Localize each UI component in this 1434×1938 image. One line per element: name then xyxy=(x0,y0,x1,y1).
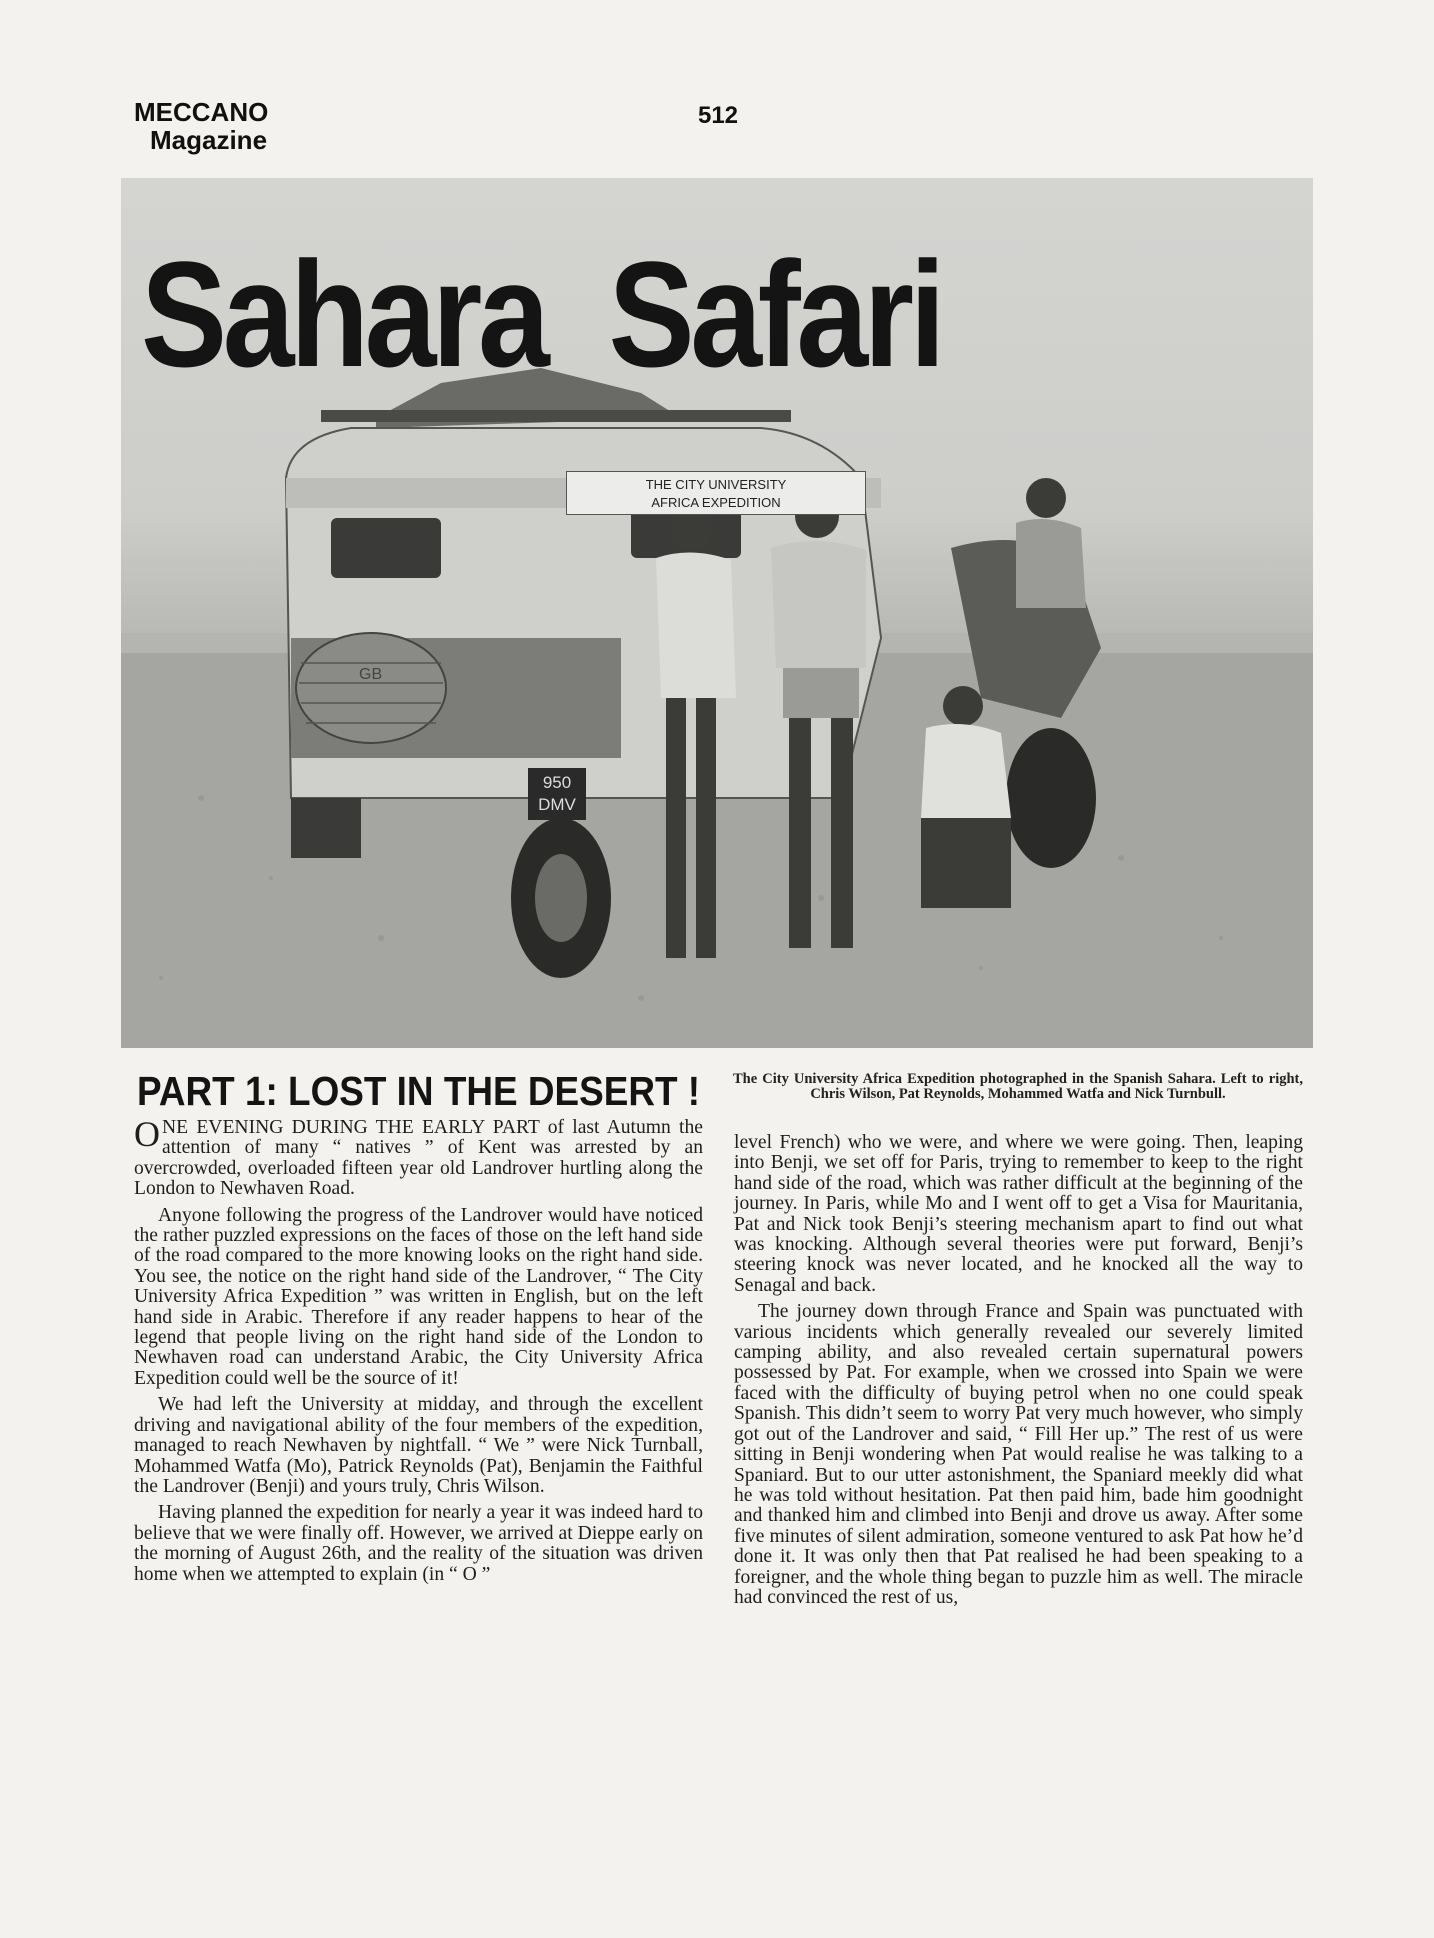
plate-line2: DMV xyxy=(538,795,576,814)
paragraph-6: The journey down through France and Spain was punctuated with various incidents which generally revealed our severely limited camping ability, and also revealed certain supernatural powers possessed by Pat. For example, when we crossed into Spain we were faced with the difficulty of buying petrol when no one could speak Spanish. This didn’t seem to worry Pat very much however, who simply got out of the Landrover and said, “ Fill Her up.” The rest of us were sitting in Benji wondering when Pat would realise he was talking to a Spaniard. But to our utter astonishment, the Spaniard meekly did what he was told without hesitation. Pat then paid him, bade him goodnight and thanked him and climbed into Benji and drove us away. After some five minutes of silent admiration, someone ventured to ask Pat how he’d done it. It was only then that Pat realised he had been speaking to a foreigner, and the whole thing began to puzzle him as well. The miracle had convinced the rest of us, xyxy=(734,1301,1303,1608)
paragraph-4: Having planned the expedition for nearly a year it was indeed hard to believe that we were finally off. However, we arrived at Dieppe early on the morning of August 26th, and the reality of the situation was driven home when we attempted to explain (in “ O ” xyxy=(134,1502,703,1585)
gb-badge: GB xyxy=(359,666,383,683)
plate-line1: 950 xyxy=(542,773,572,792)
paragraph-1 xyxy=(134,1114,703,1200)
sign-line1: THE CITY UNIVERSITY xyxy=(645,477,787,492)
number-plate xyxy=(528,768,586,820)
magazine-masthead xyxy=(134,98,268,154)
paragraph-3: We had left the University at midday, and through the excellent driving and navigational ability of the four members of the expedition, managed to reach Newhaven by nightfall. “ We ” were Nick Turnball, Mohammed Watfa (Mo), Patrick Reynolds (Pat), Benjamin the Faithful the Landrover (Benji) and yours truly, Chris Wilson. xyxy=(134,1394,703,1497)
article-column-left xyxy=(134,1114,703,1585)
photo-caption: The City University Africa Expedition photographed in the Spanish Sahara. Left to right, Chris Wilson, Pat Reynolds, Mohammed Watfa and Nick Turnbull. xyxy=(733,1071,1303,1102)
sign-line2: AFRICA EXPEDITION xyxy=(651,495,781,510)
paragraph-2: Anyone following the progress of the Landrover would have noticed the rather puzzled expressions on the faces of those on the left hand side of the road compared to the more knowing looks on the right hand side. You see, the notice on the right hand side of the Landrover, “ The City University Africa Expedition ” was written in English, but on the left hand side in Arabic. Therefore if any reader happens to hear of the legend that people living on the right hand side of the London to Newhaven road can understand Arabic, the City University Africa Expedition could well be the source of it! xyxy=(134,1204,703,1389)
expedition-sign xyxy=(566,471,866,515)
article-headline: Sahara Safari xyxy=(141,230,942,398)
page-number: 512 xyxy=(697,102,739,129)
drop-cap: O xyxy=(134,1114,160,1154)
part-title: PART 1: LOST IN THE DESERT ! xyxy=(137,1068,701,1114)
paragraph-5: level French) who we were, and where we were going. Then, leaping into Benji, we set off for Paris, trying to remember to keep to the right hand side of the road, which was rather difficult at the beginning of the journey. In Paris, while Mo and I went off to get a Visa for Mauritania, Pat and Nick took Benji’s steering mechanism apart to find out what was knocking. Although several theories were put forward, Benji’s steering knock was never located, and he knocked all the way to Senagal and back. xyxy=(734,1132,1303,1296)
expedition-photo xyxy=(121,178,1313,1048)
paragraph-1-text: NE EVENING DURING THE EARLY PART of last Autumn the attention of many “ natives ” of Kent was arrested by an overcrowded, overloaded fifteen year old Landrover hurtling along the London to Newhaven Road. xyxy=(134,1117,703,1200)
masthead-line2: Magazine xyxy=(150,125,268,155)
masthead-line1: MECCANO xyxy=(134,97,269,127)
article-column-right xyxy=(734,1133,1303,1608)
